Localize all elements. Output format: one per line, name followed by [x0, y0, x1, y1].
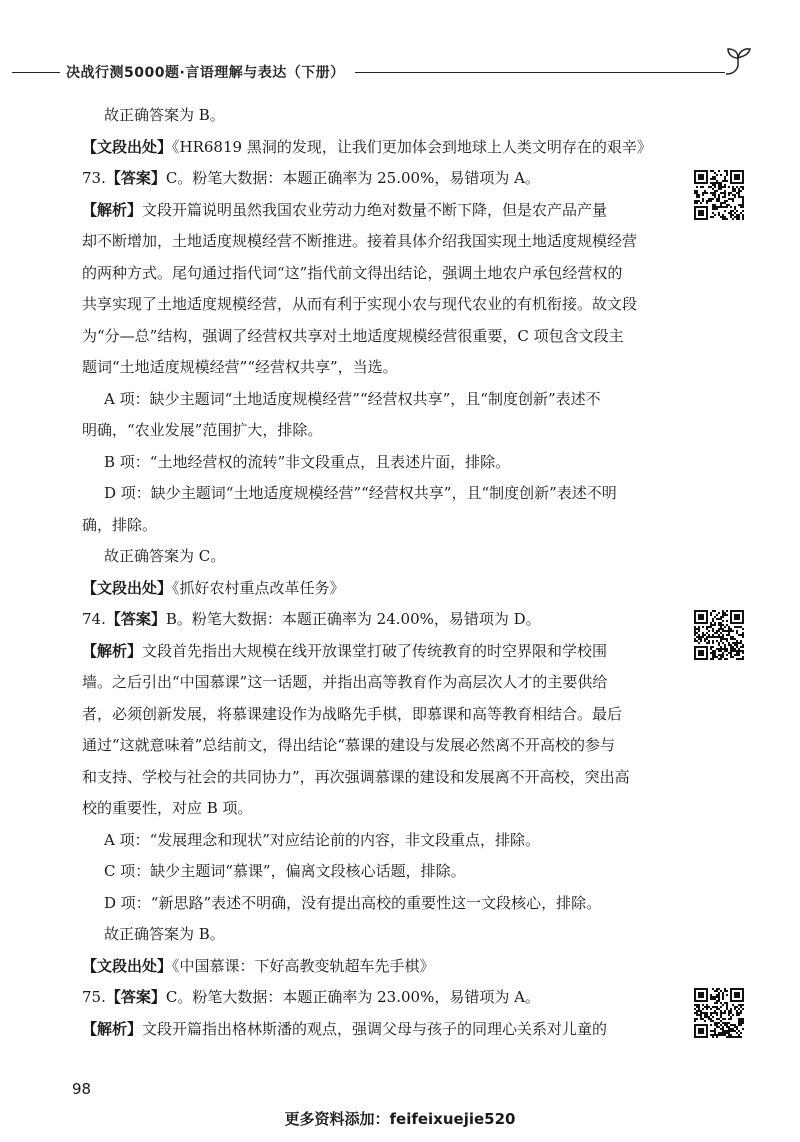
line-text: 和支持、学校与社会的共同协力”，再次强调慕课的建设和发展离不开高校，突出高: [82, 767, 630, 786]
qr-code-icon[interactable]: [694, 610, 744, 660]
line-text: 为“分—总”结构，强调了经营权共享对土地适度规模经营很重要，C 项包含文段主: [82, 326, 624, 345]
section-tag: 【文段出处】: [82, 137, 173, 156]
text-line: [82, 415, 694, 447]
section-tag: 【解析】: [82, 200, 143, 219]
text-line: [82, 856, 694, 888]
text-line: [82, 793, 694, 825]
text-line: [82, 604, 694, 636]
line-text: C。粉笔大数据：本题正确率为 23.00%，易错项为 A。: [165, 988, 540, 1006]
line-text: 《HR6819 黑洞的发现，让我们更加体会到地球上人类文明存在的艰辛》: [172, 137, 652, 156]
section-tag: 【解析】: [82, 1019, 143, 1038]
line-text: D 项：“新思路”表述不明确，没有提出高校的重要性这一文段核心，排除。: [104, 893, 602, 912]
section-tag: 【答案】: [105, 610, 166, 628]
line-text: 故正确答案为 B。: [104, 925, 225, 943]
text-line: [82, 1014, 694, 1046]
text-line: [82, 258, 694, 290]
page-body: [82, 100, 694, 1045]
qr-code-icon[interactable]: [694, 988, 744, 1038]
text-line: [82, 352, 694, 384]
line-text: 题词“土地适度规模经营”“经营权共享”，当选。: [82, 358, 398, 376]
line-text: D 项：缺少主题词“土地适度规模经营”“经营权共享”，且“制度创新”表述不明: [104, 484, 617, 502]
line-text: 共享实现了土地适度规模经营，从而有利于实现小农与现代农业的有机衔接。故文段: [82, 295, 638, 313]
text-line: [82, 100, 694, 132]
text-line: [82, 132, 694, 164]
line-text: 故正确答案为 B。: [104, 106, 225, 124]
book-title: 决战行测5000题·言语理解与表达（下册）: [66, 65, 345, 81]
text-line: [82, 919, 694, 951]
page-number: 98: [72, 1080, 92, 1098]
question-number: 75.: [82, 988, 106, 1006]
section-tag: 【答案】: [105, 169, 166, 187]
line-text: 文段开篇指出格林斯潘的观点，强调父母与孩子的同理心关系对儿童的: [142, 1019, 608, 1038]
line-text: 确，排除。: [82, 515, 158, 534]
line-text: 的两种方式。尾句通过指代词“这”指代前文得出结论，强调土地农户承包经营权的: [82, 263, 623, 282]
line-text: B 项：“土地经营权的流转”非文段重点，且表述片面，排除。: [104, 452, 511, 471]
text-line: [82, 163, 694, 195]
question-number: 74.: [82, 610, 106, 628]
line-text: 《中国慕课：下好高教变轨超车先手棋》: [172, 956, 435, 975]
header-rule-left: [12, 72, 60, 73]
header-rule-right: [355, 72, 725, 73]
line-text: 故正确答案为 C。: [104, 547, 226, 565]
line-text: 却不断增加，土地适度规模经营不断推进。接着具体介绍我国实现土地适度规模经营: [82, 232, 638, 250]
qr-code-icon[interactable]: [694, 170, 744, 220]
text-line: [82, 951, 694, 983]
text-line: [82, 321, 694, 353]
page-header: [0, 58, 800, 88]
line-text: A 项：“发展理念和现状”对应结论前的内容，非文段重点，排除。: [104, 830, 540, 849]
text-line: [82, 384, 694, 416]
line-text: 文段首先指出大规模在线开放课堂打破了传统教育的时空界限和学校围: [142, 641, 608, 660]
line-text: B。粉笔大数据：本题正确率为 24.00%，易错项为 D。: [165, 610, 541, 628]
line-text: A 项：缺少主题词“土地适度规模经营”“经营权共享”，且“制度创新”表述不: [104, 389, 601, 408]
line-text: C 项：缺少主题词“慕课”，偏离文段核心话题，排除。: [104, 862, 466, 880]
question-number: 73.: [82, 169, 106, 187]
section-tag: 【文段出处】: [82, 578, 173, 597]
line-text: 文段开篇说明虽然我国农业劳动力绝对数量不断下降，但是农产品产量: [142, 200, 608, 219]
text-line: [82, 447, 694, 479]
text-line: [82, 730, 694, 762]
text-line: [82, 888, 694, 920]
line-text: C。粉笔大数据：本题正确率为 25.00%，易错项为 A。: [165, 169, 540, 187]
footer-note: 更多资料添加：feifeixuejie520: [284, 1110, 516, 1128]
text-line: [82, 699, 694, 731]
section-tag: 【解析】: [82, 641, 143, 660]
text-line: [82, 289, 694, 321]
sprout-icon: [722, 44, 754, 78]
section-tag: 【文段出处】: [82, 956, 173, 975]
text-line: [82, 982, 694, 1014]
text-line: [82, 636, 694, 668]
section-tag: 【答案】: [105, 988, 166, 1006]
text-line: [82, 226, 694, 258]
text-line: [82, 762, 694, 794]
text-line: [82, 195, 694, 227]
line-text: 通过“这就意味着”总结前文，得出结论“慕课的建设与发展必然离不开高校的参与: [82, 736, 616, 754]
line-text: 《抓好农村重点改革任务》: [172, 578, 345, 597]
text-line: [82, 825, 694, 857]
text-line: [82, 541, 694, 573]
line-text: 墙。之后引出“中国慕课”这一话题，并指出高等教育作为高层次人才的主要供给: [82, 673, 608, 691]
text-line: [82, 573, 694, 605]
line-text: 明确，“农业发展”范围扩大，排除。: [82, 421, 323, 439]
text-line: [82, 478, 694, 510]
line-text: 者，必须创新发展，将慕课建设作为战略先手棋，即慕课和高等教育相结合。最后: [82, 704, 623, 723]
line-text: 校的重要性，对应 B 项。: [82, 799, 253, 817]
text-line: [82, 510, 694, 542]
text-line: [82, 667, 694, 699]
